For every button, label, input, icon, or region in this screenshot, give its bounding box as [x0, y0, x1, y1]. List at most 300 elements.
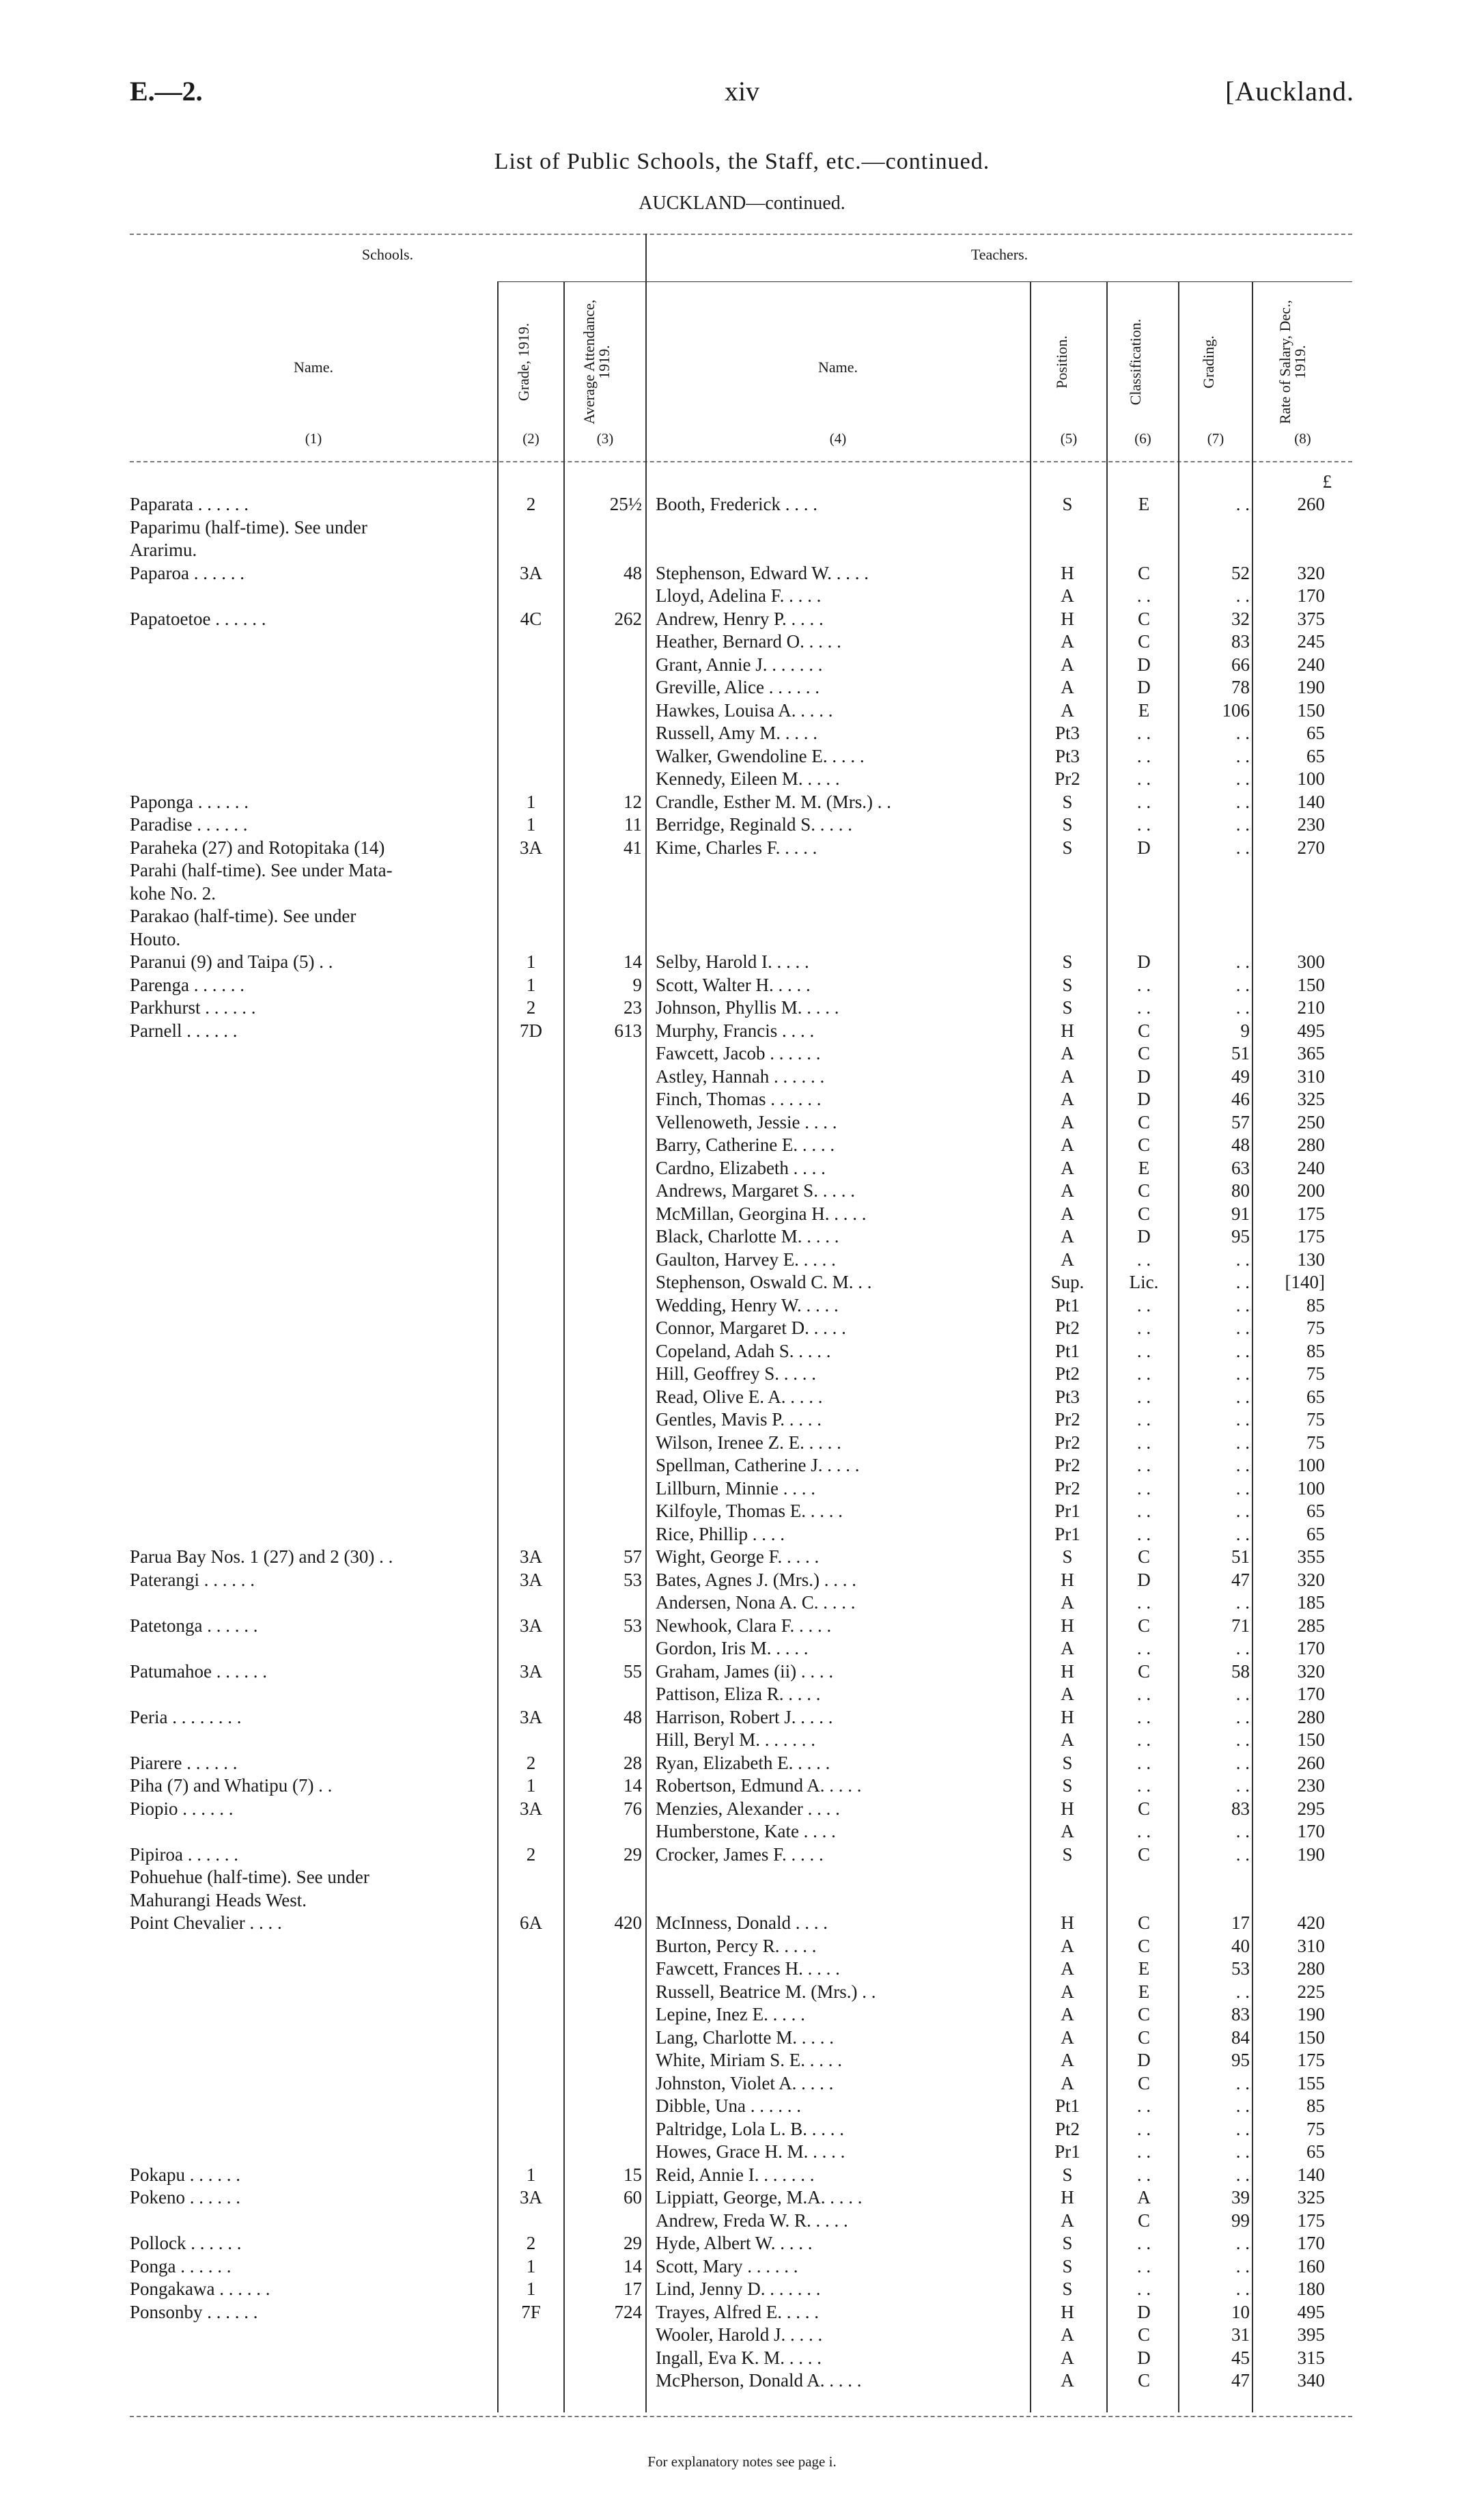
- cell-grd: . .: [1235, 1477, 1250, 1499]
- cell-cls: . .: [1136, 1706, 1151, 1727]
- school-name-header: Name.: [293, 359, 334, 376]
- page-subtitle: AUCKLAND—continued.: [639, 193, 845, 214]
- cell-cls: C: [1137, 1843, 1150, 1865]
- cell-school: Ararimu.: [130, 540, 197, 560]
- cell-name: Rice, Phillip . . . .: [656, 1523, 785, 1544]
- cell-att: 262: [614, 608, 642, 629]
- column-number-3: (3): [596, 430, 614, 447]
- cell-grade: 1: [526, 2255, 536, 2276]
- cell-school: Parenga . . . . . .: [130, 974, 244, 995]
- cell-pos: A: [1061, 1134, 1074, 1155]
- cell-grade: 4C: [520, 608, 542, 629]
- cell-school: Pokeno . . . . . .: [130, 2187, 240, 2208]
- cell-school: Pipiroa . . . . . .: [130, 1843, 238, 1865]
- cell-sal: 150: [1297, 974, 1325, 995]
- table-row: [0, 1569, 1484, 1592]
- cell-pos: H: [1061, 1020, 1074, 1041]
- table-row: [0, 2301, 1484, 2324]
- cell-name: Andrew, Freda W. R. . . . .: [656, 2210, 848, 2231]
- cell-cls: D: [1137, 951, 1151, 972]
- cell-pos: S: [1062, 837, 1073, 858]
- cell-pos: A: [1061, 1981, 1074, 2002]
- cell-name: White, Miriam S. E. . . . .: [656, 2050, 842, 2070]
- cell-pos: Pt2: [1054, 1318, 1080, 1338]
- cell-att: 25½: [609, 494, 642, 514]
- teachers-group-heading: Teachers.: [970, 246, 1028, 263]
- cell-pos: A: [1061, 2324, 1074, 2345]
- table-row: [0, 1088, 1484, 1111]
- cell-cls: . .: [1136, 1752, 1151, 1773]
- cell-grd: . .: [1235, 494, 1250, 514]
- cell-pos: S: [1062, 1752, 1073, 1773]
- cell-pos: Pr2: [1054, 1409, 1080, 1430]
- cell-grd: . .: [1235, 2255, 1250, 2276]
- cell-grd: 95: [1231, 2050, 1250, 2070]
- cell-name: Cardno, Elizabeth . . . .: [656, 1157, 826, 1178]
- cell-grd: 40: [1231, 1935, 1250, 1956]
- table-row: [0, 630, 1484, 654]
- cell-sal: 65: [1306, 1501, 1325, 1521]
- cell-sal: 160: [1297, 2255, 1325, 2276]
- cell-pos: A: [1061, 2072, 1074, 2093]
- cell-pos: S: [1062, 974, 1073, 995]
- table-row: [0, 539, 1484, 562]
- cell-sal: 355: [1297, 1546, 1325, 1567]
- schools-group-heading: Schools.: [361, 246, 414, 263]
- table-row: [0, 1317, 1484, 1340]
- table-row: [0, 951, 1484, 974]
- cell-sal: 65: [1306, 1523, 1325, 1544]
- cell-grd: . .: [1235, 768, 1250, 789]
- cell-cls: C: [1137, 2027, 1150, 2048]
- cell-sal: 280: [1297, 1706, 1325, 1727]
- cell-sal: 365: [1297, 1043, 1325, 1063]
- cell-grd: 46: [1231, 1089, 1250, 1109]
- cell-pos: A: [1061, 1066, 1074, 1087]
- cell-grd: . .: [1235, 997, 1250, 1018]
- cell-sal: 190: [1297, 2004, 1325, 2024]
- cell-grd: 48: [1231, 1134, 1250, 1155]
- cell-sal: 245: [1297, 631, 1325, 652]
- cell-cls: C: [1137, 1111, 1150, 1132]
- cell-sal: 140: [1297, 2164, 1325, 2185]
- table-row: [0, 2255, 1484, 2279]
- cell-pos: S: [1062, 494, 1073, 514]
- table-row: [0, 676, 1484, 699]
- cell-name: Vellenoweth, Jessie . . . .: [656, 1111, 837, 1132]
- cell-sal: 375: [1297, 608, 1325, 629]
- cell-grd: . .: [1235, 1294, 1250, 1315]
- classification-header: Classification.: [1127, 318, 1144, 406]
- table-row: [0, 1981, 1484, 2004]
- table-row: [0, 2232, 1484, 2255]
- table-row: [0, 699, 1484, 723]
- cell-grade: 2: [526, 1752, 536, 1773]
- column-number-5: (5): [1060, 430, 1078, 447]
- cell-name: Lepine, Inez E. . . . .: [656, 2004, 805, 2024]
- cell-pos: Pr2: [1054, 1477, 1080, 1499]
- cell-grd: 17: [1231, 1912, 1250, 1933]
- table-row: [0, 768, 1484, 791]
- cell-sal: 155: [1297, 2072, 1325, 2093]
- cell-school: Piopio . . . . . .: [130, 1798, 234, 1819]
- cell-cls: . .: [1136, 974, 1151, 995]
- cell-att: 23: [624, 997, 642, 1018]
- cell-grade: 7D: [520, 1020, 542, 1041]
- cell-name: Murphy, Francis . . . .: [656, 1020, 815, 1041]
- cell-cls: C: [1137, 1134, 1150, 1155]
- cell-att: 12: [624, 791, 642, 812]
- cell-grd: 52: [1231, 562, 1250, 583]
- table-row: [0, 1660, 1484, 1684]
- table-row: [0, 1203, 1484, 1226]
- cell-sal: 340: [1297, 2370, 1325, 2391]
- cell-pos: A: [1061, 1821, 1074, 1841]
- cell-grade: 1: [526, 791, 536, 812]
- cell-grd: 83: [1231, 1798, 1250, 1819]
- cell-pos: H: [1061, 2187, 1074, 2208]
- cell-cls: C: [1137, 562, 1150, 583]
- table-row: [0, 1615, 1484, 1638]
- cell-name: Kilfoyle, Thomas E. . . . .: [656, 1501, 843, 1521]
- cell-sal: 150: [1297, 2027, 1325, 2048]
- cell-pos: H: [1061, 1569, 1074, 1590]
- cell-grade: 3A: [520, 1546, 542, 1567]
- cell-grade: 3A: [520, 1660, 542, 1682]
- column-number-4: (4): [829, 430, 847, 447]
- table-row: [0, 608, 1484, 631]
- cell-school: Ponga . . . . . .: [130, 2255, 232, 2276]
- cell-cls: . .: [1136, 1523, 1151, 1544]
- cell-school: Parkhurst . . . . . .: [130, 997, 256, 1018]
- cell-school: Parua Bay Nos. 1 (27) and 2 (30) . .: [130, 1546, 393, 1567]
- cell-sal: 300: [1297, 951, 1325, 972]
- cell-att: 14: [624, 951, 642, 972]
- cell-sal: 285: [1297, 1615, 1325, 1636]
- cell-sal: 180: [1297, 2279, 1325, 2299]
- table-row: [0, 585, 1484, 608]
- cell-grd: 57: [1231, 1111, 1250, 1132]
- cell-sal: 170: [1297, 1821, 1325, 1841]
- cell-pos: H: [1061, 562, 1074, 583]
- cell-name: Johnson, Phyllis M. . . . .: [656, 997, 839, 1018]
- cell-grd: . .: [1235, 2164, 1250, 2185]
- cell-grd: . .: [1235, 1455, 1250, 1475]
- cell-cls: C: [1137, 608, 1150, 629]
- cell-pos: A: [1061, 1089, 1074, 1109]
- cell-school: Ponsonby . . . . . .: [130, 2301, 258, 2322]
- cell-cls: D: [1137, 1089, 1151, 1109]
- cell-grd: . .: [1235, 951, 1250, 972]
- cell-pos: H: [1061, 608, 1074, 629]
- cell-att: 613: [614, 1020, 642, 1041]
- cell-cls: E: [1138, 494, 1150, 514]
- cell-att: 9: [632, 974, 642, 995]
- cell-pos: H: [1061, 1706, 1074, 1727]
- table-row: [0, 1706, 1484, 1729]
- cell-grade: 3A: [520, 2187, 542, 2208]
- cell-school: Paponga . . . . . .: [130, 791, 249, 812]
- cell-grade: 1: [526, 2279, 536, 2299]
- table-row: [0, 1958, 1484, 1981]
- cell-school: Patetonga . . . . . .: [130, 1615, 258, 1636]
- cell-cls: . .: [1136, 1638, 1151, 1658]
- cell-pos: A: [1061, 1043, 1074, 1063]
- cell-pos: H: [1061, 1615, 1074, 1636]
- cell-grd: 58: [1231, 1660, 1250, 1682]
- cell-cls: C: [1137, 2004, 1150, 2024]
- cell-cls: . .: [1136, 1363, 1151, 1384]
- page-code: E.—2.: [130, 76, 203, 107]
- cell-sal: 175: [1297, 2050, 1325, 2070]
- cell-pos: A: [1061, 2027, 1074, 2048]
- cell-pos: S: [1062, 814, 1073, 835]
- cell-cls: E: [1138, 1981, 1150, 2002]
- cell-grd: . .: [1235, 1981, 1250, 2002]
- cell-cls: . .: [1136, 1477, 1151, 1499]
- cell-cls: . .: [1136, 585, 1151, 606]
- cell-school: Papatoetoe . . . . . .: [130, 608, 266, 629]
- table-row: [0, 493, 1484, 516]
- cell-cls: C: [1137, 1912, 1150, 1933]
- table-row: [0, 1134, 1484, 1157]
- cell-school: Pohuehue (half-time). See under: [130, 1867, 369, 1887]
- cell-cls: C: [1137, 1660, 1150, 1682]
- cell-sal: 240: [1297, 1157, 1325, 1178]
- cell-name: Dibble, Una . . . . . .: [656, 2095, 801, 2116]
- cell-sal: 85: [1306, 1294, 1325, 1315]
- cell-grd: 32: [1231, 608, 1250, 629]
- cell-name: Fawcett, Jacob . . . . . .: [656, 1043, 821, 1063]
- cell-grade: 1: [526, 1775, 536, 1796]
- cell-grd: 99: [1231, 2210, 1250, 2231]
- cell-name: Heather, Bernard O. . . . .: [656, 631, 841, 652]
- cell-name: Hill, Geoffrey S. . . . .: [656, 1363, 816, 1384]
- cell-pos: Pr2: [1054, 1432, 1080, 1453]
- cell-sal: 100: [1297, 1477, 1325, 1499]
- cell-pos: S: [1062, 791, 1073, 812]
- table-row: [0, 2186, 1484, 2210]
- cell-pos: A: [1061, 2050, 1074, 2070]
- cell-grd: 84: [1231, 2027, 1250, 2048]
- column-number-8: (8): [1294, 430, 1311, 447]
- cell-sal: 250: [1297, 1111, 1325, 1132]
- table-row: [0, 1249, 1484, 1272]
- cell-sal: 150: [1297, 699, 1325, 721]
- cell-name: Scott, Mary . . . . . .: [656, 2255, 798, 2276]
- cell-grd: . .: [1235, 723, 1250, 743]
- cell-att: 29: [624, 2233, 642, 2253]
- cell-sal: 320: [1297, 562, 1325, 583]
- cell-name: Ingall, Eva K. M. . . . .: [656, 2347, 822, 2368]
- cell-cls: Lic.: [1129, 1272, 1159, 1292]
- table-row: [0, 1546, 1484, 1569]
- cell-cls: . .: [1136, 1249, 1151, 1270]
- table-row: [0, 2278, 1484, 2301]
- cell-name: Spellman, Catherine J. . . . .: [656, 1455, 860, 1475]
- cell-name: Howes, Grace H. M. . . . .: [656, 2141, 845, 2162]
- cell-cls: D: [1137, 1066, 1151, 1087]
- table-row: [0, 1866, 1484, 1889]
- cell-school: Parahi (half-time). See under Mata-: [130, 860, 393, 880]
- column-number-1: (1): [305, 430, 322, 447]
- cell-sal: 495: [1297, 1020, 1325, 1041]
- table-row: [0, 1454, 1484, 1477]
- cell-name: Wedding, Henry W. . . . .: [656, 1294, 839, 1315]
- cell-name: Greville, Alice . . . . . .: [656, 677, 820, 697]
- cell-sal: 65: [1306, 745, 1325, 766]
- attendance-header: Average Attendance, 1919.: [580, 299, 613, 425]
- cell-name: Gordon, Iris M. . . . .: [656, 1638, 809, 1658]
- table-bottom-rule: [130, 2416, 1352, 2417]
- table-row: [0, 1523, 1484, 1546]
- table-row: [0, 1729, 1484, 1752]
- table-row: [0, 1042, 1484, 1066]
- cell-grd: 83: [1231, 631, 1250, 652]
- cell-pos: A: [1061, 1180, 1074, 1201]
- cell-grd: 106: [1222, 699, 1250, 721]
- cell-grd: 45: [1231, 2347, 1250, 2368]
- cell-cls: C: [1137, 1798, 1150, 1819]
- cell-sal: 150: [1297, 1729, 1325, 1750]
- cell-att: 76: [624, 1798, 642, 1819]
- cell-grd: . .: [1235, 1363, 1250, 1384]
- cell-pos: A: [1061, 1203, 1074, 1224]
- cell-pos: Pt3: [1054, 745, 1080, 766]
- cell-name: Berridge, Reginald S. . . . .: [656, 814, 852, 835]
- cell-cls: C: [1137, 1180, 1150, 1201]
- cell-sal: 130: [1297, 1249, 1325, 1270]
- cell-att: 11: [624, 814, 642, 835]
- cell-school: Piha (7) and Whatipu (7) . .: [130, 1775, 333, 1796]
- table-row: [0, 2118, 1484, 2141]
- cell-grd: . .: [1235, 837, 1250, 858]
- table-row: [0, 1157, 1484, 1180]
- cell-cls: . .: [1136, 2233, 1151, 2253]
- cell-cls: . .: [1136, 1409, 1151, 1430]
- table-row: [0, 2003, 1484, 2027]
- cell-grd: . .: [1235, 1775, 1250, 1796]
- cell-cls: . .: [1136, 1501, 1151, 1521]
- cell-name: Scott, Walter H. . . . .: [656, 974, 811, 995]
- table-row: [0, 928, 1484, 951]
- cell-school: Paraheka (27) and Rotopitaka (14): [130, 837, 385, 858]
- cell-pos: Pt1: [1054, 1294, 1080, 1315]
- cell-pos: H: [1061, 1798, 1074, 1819]
- cell-name: Wilson, Irenee Z. E. . . . .: [656, 1432, 841, 1453]
- cell-grd: 83: [1231, 2004, 1250, 2024]
- table-row: [0, 791, 1484, 814]
- cell-name: Robertson, Edmund A. . . . .: [656, 1775, 862, 1796]
- cell-cls: . .: [1136, 1340, 1151, 1361]
- cell-grd: . .: [1235, 791, 1250, 812]
- cell-cls: D: [1137, 2050, 1151, 2070]
- cell-grd: . .: [1235, 1318, 1250, 1338]
- page-title: List of Public Schools, the Staff, etc.—continued.: [494, 149, 990, 174]
- cell-grd: . .: [1235, 1432, 1250, 1453]
- table-row: [0, 1935, 1484, 1958]
- cell-att: 17: [624, 2279, 642, 2299]
- cell-grd: . .: [1235, 1272, 1250, 1292]
- table-row: [0, 1294, 1484, 1318]
- cell-grd: . .: [1235, 1843, 1250, 1865]
- cell-sal: 140: [1297, 791, 1325, 812]
- cell-att: 420: [614, 1912, 642, 1933]
- table-row: [0, 1408, 1484, 1432]
- cell-grd: . .: [1235, 1340, 1250, 1361]
- table-row: [0, 882, 1484, 906]
- table-row: [0, 2347, 1484, 2370]
- table-row: [0, 516, 1484, 540]
- cell-grd: . .: [1235, 2233, 1250, 2253]
- cell-pos: H: [1061, 2301, 1074, 2322]
- cell-pos: Pr2: [1054, 1455, 1080, 1475]
- cell-grd: . .: [1235, 1706, 1250, 1727]
- cell-name: Kime, Charles F. . . . .: [656, 837, 817, 858]
- cell-grd: . .: [1235, 2141, 1250, 2162]
- cell-grd: . .: [1235, 1684, 1250, 1704]
- cell-pos: A: [1061, 2210, 1074, 2231]
- cell-pos: A: [1061, 1226, 1074, 1246]
- cell-name: Lillburn, Minnie . . . .: [656, 1477, 815, 1499]
- cell-pos: Sup.: [1050, 1272, 1084, 1292]
- cell-att: 29: [624, 1843, 642, 1865]
- cell-att: 60: [624, 2187, 642, 2208]
- cell-grd: 71: [1231, 1615, 1250, 1636]
- cell-pos: A: [1061, 1638, 1074, 1658]
- cell-sal: 85: [1306, 2095, 1325, 2116]
- cell-name: Hyde, Albert W. . . . .: [656, 2233, 813, 2253]
- cell-grd: 39: [1231, 2187, 1250, 2208]
- cell-name: Gentles, Mavis P. . . . .: [656, 1409, 822, 1430]
- cell-pos: A: [1061, 1684, 1074, 1704]
- table-row: [0, 1180, 1484, 1203]
- cell-pos: A: [1061, 2347, 1074, 2368]
- cell-school: Piarere . . . . . .: [130, 1752, 238, 1773]
- cell-pos: Pt2: [1054, 2118, 1080, 2139]
- cell-grd: 95: [1231, 1226, 1250, 1246]
- page-number: xiv: [724, 76, 760, 107]
- cell-grd: 78: [1231, 677, 1250, 697]
- cell-grd: 47: [1231, 1569, 1250, 1590]
- table-row: [0, 1225, 1484, 1249]
- cell-pos: Pt2: [1054, 1363, 1080, 1384]
- cell-cls: D: [1137, 1226, 1151, 1246]
- cell-pos: A: [1061, 585, 1074, 606]
- cell-name: Copeland, Adah S. . . . .: [656, 1340, 831, 1361]
- cell-name: Black, Charlotte M. . . . .: [656, 1226, 839, 1246]
- cell-name: Stephenson, Oswald C. M. . .: [656, 1272, 872, 1292]
- cell-sal: 75: [1306, 1409, 1325, 1430]
- cell-att: 14: [624, 2255, 642, 2276]
- cell-cls: E: [1138, 1958, 1150, 1979]
- cell-sal: 225: [1297, 1981, 1325, 2002]
- table-row: [0, 1889, 1484, 1912]
- cell-grd: 10: [1231, 2301, 1250, 2322]
- cell-sal: 75: [1306, 2118, 1325, 2139]
- cell-sal: 240: [1297, 654, 1325, 675]
- cell-name: Johnston, Violet A. . . . .: [656, 2072, 834, 2093]
- table-row: [0, 1340, 1484, 1363]
- cell-grd: . .: [1235, 1501, 1250, 1521]
- cell-pos: A: [1061, 631, 1074, 652]
- cell-sal: 210: [1297, 997, 1325, 1018]
- cell-cls: C: [1137, 2324, 1150, 2345]
- cell-grd: . .: [1235, 2072, 1250, 2093]
- cell-pos: Pr2: [1054, 768, 1080, 789]
- column-number-2: (2): [522, 430, 540, 447]
- cell-pos: S: [1062, 1843, 1073, 1865]
